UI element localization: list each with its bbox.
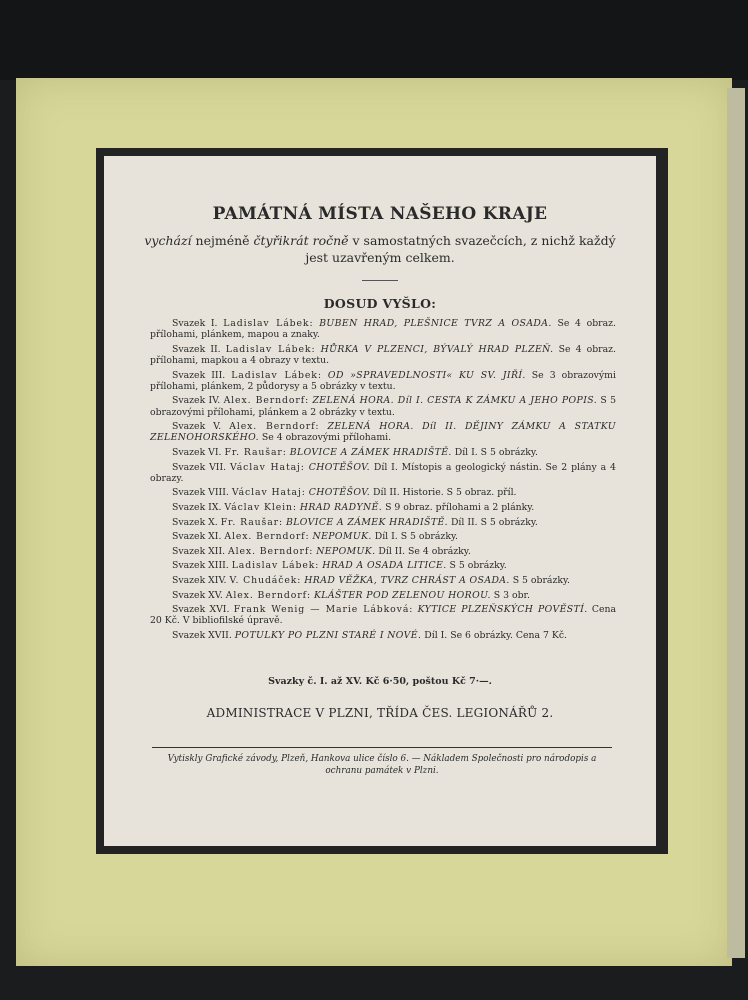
volume-note: Se 4 obraz. přílohami, mapkou a 4 obrazy v textu. [150,343,616,366]
volume-entry [150,370,616,392]
volume-note: Cena 20 Kč. V bibliofilské úpravě. [150,604,616,627]
volume-entry [150,421,616,443]
volume-entry [150,590,616,601]
volume-title: CHOTĚŠOV. [308,461,371,473]
printed-label [104,156,656,846]
volume-title: BLOVICE A ZÁMEK HRADIŠTĚ. [286,516,449,528]
volume-entry [150,395,616,417]
volume-author: Frank Wenig — Marie Lábková: [233,604,414,616]
volume-number: Svazek I. [172,318,218,329]
volume-number: Svazek VIII. [172,487,229,499]
volume-entry [150,487,616,498]
price-line: Svazky č. I. až XV. Kč 6·50, poštou Kč 7·—. [268,676,492,687]
volume-title: POTULKY PO PLZNI STARÉ I NOVÉ. [234,629,422,641]
volume-author: Alex. Berndorf: [224,531,310,543]
published-heading: DOSUD VYŠLO: [323,296,437,311]
volume-entry [150,517,616,528]
divider-long [152,747,612,748]
volume-note: Díl II. Se 4 obrázky. [375,545,471,557]
volume-number: Svazek XVII. [172,629,232,641]
volume-number: Svazek XI. [172,531,222,543]
volume-number: Svazek IV. [172,395,221,407]
volume-number: Svazek IX. [172,501,222,513]
volume-note: Se 3 obrazovými přílohami, plánkem, 2 půdorysy a 5 obrázky v textu. [150,369,616,392]
volume-title: NEPOMUK. [316,545,376,557]
volume-note: S 9 obraz. přílohami a 2 plánky. [382,501,535,513]
volume-title: CHOTĚŠOV. [308,487,371,499]
book-edge [727,88,745,958]
intro-frequency: čtyřikrát ročně [253,233,349,248]
volume-number: Svazek V. [172,421,222,433]
volume-entry [150,575,616,586]
volume-number: Svazek II. [172,343,221,355]
volume-author: Václav Hataj: [229,461,305,473]
volume-note: S 5 obrázky. [446,560,507,572]
volume-entry [150,531,616,542]
volume-title: HRAD VĚŽKA, TVRZ CHRÁST A OSADA. [304,574,510,586]
intro-part2: v samostatných svazečcích, z nichž každý jest uzavřeným celkem. [305,233,616,265]
volume-title: HRAD A OSADA LITICE. [322,560,447,572]
volume-number: Svazek XIV. [172,574,227,586]
volume-author: Alex. Berndorf: [225,589,311,601]
volume-list [150,318,616,645]
volume-note: Díl I. S 5 obrázky. [371,531,458,543]
volume-title: OD »SPRAVEDLNOSTI« KU SV. JIŘÍ. [327,369,526,381]
divider-short [362,280,398,281]
series-title: PAMÁTNÁ MÍSTA NAŠEHO KRAJE [212,204,548,224]
volume-note: Díl II. Historie. S 5 obraz. příl. [370,487,517,499]
volume-note: Díl I. S 5 obrázky. [451,446,538,458]
volume-author: V. Chudáček: [229,574,302,586]
volume-title: HRAD RADYNĚ. [299,501,383,513]
volume-title: BLOVICE A ZÁMEK HRADIŠTĚ. [289,446,452,458]
volume-entry [150,447,616,458]
volume-note: S 3 obr. [490,589,530,601]
volume-author: Ladislav Lábek: [225,343,316,355]
volume-number: Svazek XVI. [172,604,230,616]
intro-part1: nejméně [191,233,254,248]
volume-note: Díl II. S 5 obrázky. [448,516,538,528]
volume-author: Ladislav Lábek: [231,560,320,572]
volume-note: Se 4 obrazovými přílohami. [258,432,392,444]
volume-entry [150,546,616,557]
volume-entry [150,462,616,484]
volume-number: Svazek X. [172,516,218,528]
volume-title: ZELENÁ HORA. Díl I. CESTA K ZÁMKU A JEHO POPIS. [312,395,598,407]
volume-author: Fr. Raušar: [224,446,287,458]
volume-title: KYTICE PLZEŇSKÝCH POVĚSTÍ. [417,604,588,616]
volume-entry [150,318,616,340]
volume-author: Václav Klein: [224,501,297,513]
volume-author: Ladislav Lábek: [231,369,322,381]
volume-title: NEPOMUK. [312,531,372,543]
volume-entry [150,502,616,513]
volume-title: BUBEN HRAD, PLEŠNICE TVRZ A OSADA. [319,318,552,329]
volume-note: Díl I. Místopis a geologický nástin. Se 2 plány a 4 obrazy. [150,461,616,484]
volume-note: S 5 obrazovými přílohami, plánkem a 2 obrázky v textu. [150,395,616,418]
volume-entry [150,344,616,366]
volume-note: Díl I. Se 6 obrázky. Cena 7 Kč. [421,629,567,641]
printer-imprint: Vytiskly Grafické závody, Plzeň, Hankova ulice číslo 6. — Nákladem Společnosti pro národopis a ochranu památek v Plzni. [167,754,597,776]
intro-lead: vychází [144,233,192,248]
administration-address: ADMINISTRACE V PLZNI, TŘÍDA ČES. LEGIONÁŘŮ 2. [206,706,554,720]
volume-author: Fr. Raušar: [220,516,284,528]
volume-number: Svazek III. [172,369,226,381]
series-intro [140,232,620,266]
volume-title: ZELENÁ HORA. Díl II. DĚJINY ZÁMKU A STATKU ZELENOHORSKÉHO. [150,421,616,444]
volume-number: Svazek VII. [172,461,227,473]
volume-title: KLÁŠTER POD ZELENOU HOROU. [313,589,491,601]
volume-number: Svazek XII. [172,545,226,557]
volume-number: Svazek VI. [172,446,222,458]
volume-note: S 5 obrázky. [509,574,570,586]
volume-entry [150,560,616,571]
volume-number: Svazek XV. [172,589,223,601]
background-top [0,0,748,80]
volume-entry [150,630,616,641]
volume-author: Ladislav Lábek: [223,318,314,329]
volume-author: Alex. Berndorf: [229,421,320,433]
volume-author: Alex. Berndorf: [228,545,314,557]
volume-entry [150,604,616,626]
volume-number: Svazek XIII. [172,560,229,572]
volume-note: Se 4 obraz. přílohami, plánkem, mapou a znaky. [150,318,616,341]
volume-author: Václav Hataj: [231,487,306,499]
volume-title: HŮRKA V PLZENCI, BÝVALÝ HRAD PLZEŇ. [320,343,554,355]
volume-author: Alex. Berndorf: [223,395,310,407]
